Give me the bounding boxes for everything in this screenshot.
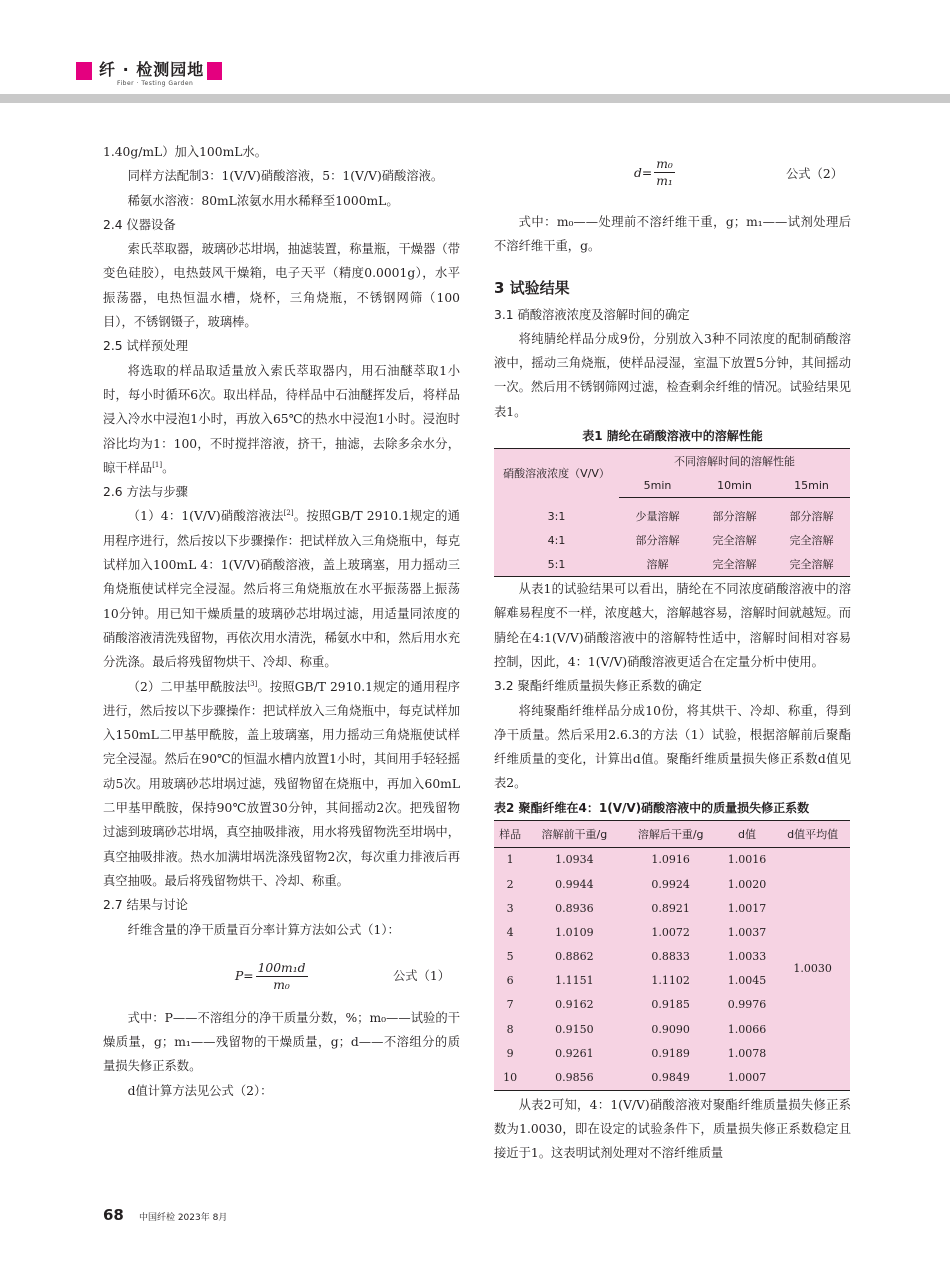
fraction-numerator: m₀ bbox=[656, 157, 673, 171]
table-cell: 溶解 bbox=[646, 558, 669, 572]
table-cell: 0.9944 bbox=[555, 877, 594, 891]
table-cell: 5:1 bbox=[547, 557, 566, 571]
journal-name: 中国纤检 2023年 8月 bbox=[138, 1213, 228, 1223]
table-cell: 1.0017 bbox=[727, 901, 767, 915]
table-cell: 9 bbox=[506, 1046, 514, 1060]
table-header: 样品 bbox=[494, 820, 526, 847]
paragraph-text: 。 bbox=[162, 460, 175, 475]
table-cell: 3:1 bbox=[547, 509, 566, 523]
formula-lhs: P= bbox=[235, 969, 254, 984]
table-header: 硝酸溶液浓度（V/V） bbox=[503, 467, 610, 481]
table-cell: 0.9261 bbox=[555, 1046, 594, 1060]
table-cell: 完全溶解 bbox=[789, 534, 834, 548]
table-cell: 完全溶解 bbox=[712, 558, 757, 572]
paragraph: 从表2可知，4：1(V/V)硝酸溶液对聚酯纤维质量损失修正系数为1.0030，即在设定的试验条件下，质量损失修正系数稳定且接近于1。这表明试剂处理对不溶纤维质量 bbox=[494, 1097, 851, 1161]
table-header-group: 不同溶解时间的溶解性能 bbox=[674, 455, 795, 469]
table-cell: 1.0037 bbox=[727, 925, 767, 939]
section-title: 纤 · 检测园地 bbox=[99, 60, 205, 79]
table-cell: 10 bbox=[503, 1071, 518, 1085]
fraction-numerator: 100m₁d bbox=[257, 960, 306, 975]
table-header: 10min bbox=[696, 473, 773, 498]
table-cell: 0.9189 bbox=[651, 1046, 690, 1060]
table-cell: 0.8862 bbox=[555, 950, 594, 964]
table-cell: 1.1151 bbox=[555, 974, 594, 988]
fraction bbox=[256, 960, 308, 993]
table-2-title: 表2 聚酯纤维在4：1(V/V)硝酸溶液中的质量损失修正系数 bbox=[494, 800, 810, 815]
table-row bbox=[494, 504, 850, 528]
table-header: d值平均值 bbox=[775, 820, 850, 847]
table-row bbox=[494, 847, 850, 872]
paragraph: 稀氨水溶液：80mL浓氨水用水稀释至1000mL。 bbox=[127, 193, 399, 208]
table-cell: 2 bbox=[506, 877, 514, 891]
paragraph-text: 将选取的样品取适量放入索氏萃取器内，用石油醚萃取1小时，每小时循环6次。取出样品，待样品中石油醚挥发后，将样品浸入冷水中浸泡1小时，再放入65℃的热水中浸泡1小时。浸泡时浴比均为1：100，不时搅拌溶液，挤干，抽滤，去除多余水分，晾干样品 bbox=[103, 363, 460, 475]
section-heading-3: 3 试验结果 bbox=[494, 278, 570, 297]
table-1 bbox=[494, 448, 850, 577]
citation-3: [3] bbox=[247, 679, 258, 688]
table-cell: 部分溶解 bbox=[635, 534, 680, 548]
table-cell: 1.0033 bbox=[727, 950, 767, 964]
table-cell: 部分溶解 bbox=[789, 510, 834, 524]
paragraph-text: （2）二甲基甲酰胺法 bbox=[127, 679, 248, 694]
paragraph: 同样方法配制3：1(V/V)硝酸溶液，5：1(V/V)硝酸溶液。 bbox=[127, 169, 444, 184]
page-header bbox=[0, 0, 950, 105]
table-cell: 完全溶解 bbox=[789, 558, 834, 572]
section-heading-3-1: 3.1 硝酸溶液浓度及溶解时间的确定 bbox=[494, 307, 690, 322]
section-heading-2-6: 2.6 方法与步骤 bbox=[103, 485, 188, 500]
formula-1 bbox=[103, 942, 460, 1006]
table-cell: 少量溶解 bbox=[635, 510, 680, 524]
table-cell: 1.1102 bbox=[651, 974, 690, 988]
paragraph bbox=[103, 359, 460, 480]
table-row bbox=[494, 528, 850, 552]
table-cell: 0.9849 bbox=[651, 1071, 690, 1085]
paragraph bbox=[103, 504, 460, 674]
table-cell: 1.0020 bbox=[727, 877, 767, 891]
table-cell: 0.9976 bbox=[727, 998, 767, 1012]
paragraph-text: 。按照GB/T 2910.1规定的通用程序进行，然后按以下步骤操作：把试样放入三角烧瓶中，每克试样加入100mL 4：1(V/V)硝酸溶液，盖上玻璃塞，用力摇动三角烧瓶使试样完全浸湿。然后将三角烧瓶放在水平振荡器上振荡10分钟。用已知干燥质量的玻璃砂芯坩埚过滤，用适量同浓度的硝酸溶液清洗残留物，再依次用水清洗，稀氨水中和，然后用水充分洗涤。最后将残留物烘干、冷却、称重。 bbox=[103, 509, 460, 670]
table-cell: 5 bbox=[506, 950, 514, 964]
table-header: 5min bbox=[619, 473, 696, 498]
formula-2-expression bbox=[634, 156, 675, 189]
header-bar bbox=[0, 94, 950, 103]
table-cell: 0.9856 bbox=[555, 1071, 594, 1085]
table-cell: 1.0007 bbox=[727, 1071, 767, 1085]
table-header: 15min bbox=[773, 473, 850, 498]
table-header: 溶解前干重/g bbox=[526, 820, 622, 847]
table-cell: 8 bbox=[506, 1022, 514, 1036]
paragraph-text: 。按照GB/T 2910.1规定的通用程序进行，然后按以下步骤操作：把试样放入三角烧瓶中，每克试样加入150mL二甲基甲酰胺，盖上玻璃塞，用力摇动三角烧瓶使试样完全浸湿。然后在90℃的恒温水槽内放置1小时，其间用手轻轻摇动5次。用玻璃砂芯坩埚过滤，残留物留在烧瓶中，再加入60mL二甲基甲酰胺，保持90℃放置30分钟，其间摇动2次。把残留物过滤到玻璃砂芯坩埚，真空抽吸排液，用水将残留物洗至坩埚中，真空抽吸排液。热水加满坩埚洗涤残留物2次，每次重力排液后再真空抽吸。最后将残留物烘干、冷却、称重。 bbox=[103, 679, 460, 888]
table-cell: 1.0045 bbox=[727, 974, 767, 988]
table-cell: 1.0066 bbox=[727, 1022, 767, 1036]
table-cell: 0.9924 bbox=[651, 877, 690, 891]
table-cell: 7 bbox=[506, 998, 514, 1012]
table-cell: 6 bbox=[506, 974, 514, 988]
logo-square-left bbox=[76, 62, 92, 80]
section-heading-2-5: 2.5 试样预处理 bbox=[103, 339, 188, 354]
table-cell: 1.0916 bbox=[651, 853, 690, 867]
table-cell: 4 bbox=[506, 925, 514, 939]
paragraph: 纤维含量的净干质量百分率计算方法如公式（1）： bbox=[127, 922, 400, 937]
page-number: 68 bbox=[103, 1206, 124, 1224]
formula-1-label: 公式（1） bbox=[393, 968, 451, 983]
table-cell: 1.0109 bbox=[555, 925, 594, 939]
table-cell: 0.8936 bbox=[555, 901, 594, 915]
paragraph-text: （1）4：1(V/V)硝酸溶液法 bbox=[127, 509, 284, 524]
paragraph: d值计算方法见公式（2）： bbox=[127, 1083, 273, 1098]
paragraph: 索氏萃取器，玻璃砂芯坩埚，抽滤装置，称量瓶，干燥器（带变色硅胶），电热鼓风干燥箱，电子天平（精度0.0001g），水平振荡器，电热恒温水槽，烧杯，三角烧瓶，不锈钢网筛（100目），不锈钢镊子，玻璃棒。 bbox=[103, 242, 460, 330]
table-row bbox=[494, 552, 850, 577]
table-cell: 0.9185 bbox=[651, 998, 690, 1012]
table-cell: 0.9162 bbox=[555, 998, 594, 1012]
fraction bbox=[654, 156, 675, 189]
left-column bbox=[103, 140, 460, 1103]
page-footer bbox=[103, 1205, 227, 1224]
paragraph bbox=[103, 675, 460, 894]
table-2 bbox=[494, 820, 850, 1091]
table-cell: 3 bbox=[506, 901, 514, 915]
right-column bbox=[494, 152, 851, 1166]
table-header: 溶解后干重/g bbox=[623, 820, 719, 847]
table-cell: 0.9090 bbox=[651, 1022, 690, 1036]
table-cell: 1 bbox=[506, 853, 514, 867]
table-cell: 1.0934 bbox=[555, 853, 594, 867]
paragraph: 1.40g/mL）加入100mL水。 bbox=[103, 145, 268, 159]
section-heading-3-2: 3.2 聚酯纤维质量损失修正系数的确定 bbox=[494, 679, 702, 694]
table-cell: 1.0016 bbox=[727, 853, 767, 867]
fraction-denominator: m₀ bbox=[273, 977, 290, 992]
table-cell: 0.9150 bbox=[555, 1022, 594, 1036]
table-cell: 4:1 bbox=[547, 533, 566, 547]
table-cell: 0.8921 bbox=[651, 901, 690, 915]
paragraph: 式中：P——不溶组分的净干质量分数，%；m₀——试验的干燥质量，g；m₁——残留物的干燥质量，g；d——不溶组分的质量损失修正系数。 bbox=[103, 1010, 460, 1074]
formula-1-expression bbox=[235, 960, 308, 993]
paragraph: 式中：m₀——处理前不溶纤维干重，g；m₁——试剂处理后不溶纤维干重，g。 bbox=[494, 215, 851, 254]
section-subtitle: Fiber · Testing Garden bbox=[117, 80, 194, 87]
table-cell: 0.8833 bbox=[651, 950, 690, 964]
table-cell: 1.0072 bbox=[651, 925, 690, 939]
citation-1: [1] bbox=[152, 460, 163, 469]
table-cell-average: 1.0030 bbox=[793, 962, 832, 976]
formula-2 bbox=[494, 152, 851, 210]
formula-lhs: d= bbox=[634, 165, 653, 180]
table-cell: 部分溶解 bbox=[712, 510, 757, 524]
table-header: d值 bbox=[719, 820, 775, 847]
citation-2: [2] bbox=[283, 509, 294, 518]
section-heading-2-4: 2.4 仪器设备 bbox=[103, 217, 176, 232]
section-heading-2-7: 2.7 结果与讨论 bbox=[103, 898, 188, 913]
paragraph: 将纯腈纶样品分成9份，分别放入3种不同浓度的配制硝酸溶液中，摇动三角烧瓶，使样品浸湿，室温下放置5分钟，其间摇动一次。然后用不锈钢筛网过滤，检查剩余纤维的情况。试验结果见表1。 bbox=[494, 331, 851, 419]
paragraph: 从表1的试验结果可以看出，腈纶在不同浓度硝酸溶液中的溶解难易程度不一样，浓度越大，溶解越容易，溶解时间就越短。而腈纶在4:1(V/V)硝酸溶液中的溶解特性适中，溶解时间相对容易控制，因此，4：1(V/V)硝酸溶液更适合在定量分析中使用。 bbox=[494, 582, 851, 669]
formula-2-label: 公式（2） bbox=[786, 167, 844, 181]
logo-square-right bbox=[207, 62, 222, 80]
paragraph: 将纯聚酯纤维样品分成10份，将其烘干、冷却、称重，得到净干质量。然后采用2.6.3的方法（1）试验，根据溶解前后聚酯纤维质量的变化，计算出d值。聚酯纤维质量损失修正系数d值见表2。 bbox=[494, 703, 851, 791]
table-cell: 完全溶解 bbox=[712, 534, 757, 548]
fraction-denominator: m₁ bbox=[656, 174, 673, 188]
table-cell: 1.0078 bbox=[727, 1046, 767, 1060]
table-1-title: 表1 腈纶在硝酸溶液中的溶解性能 bbox=[582, 429, 763, 444]
